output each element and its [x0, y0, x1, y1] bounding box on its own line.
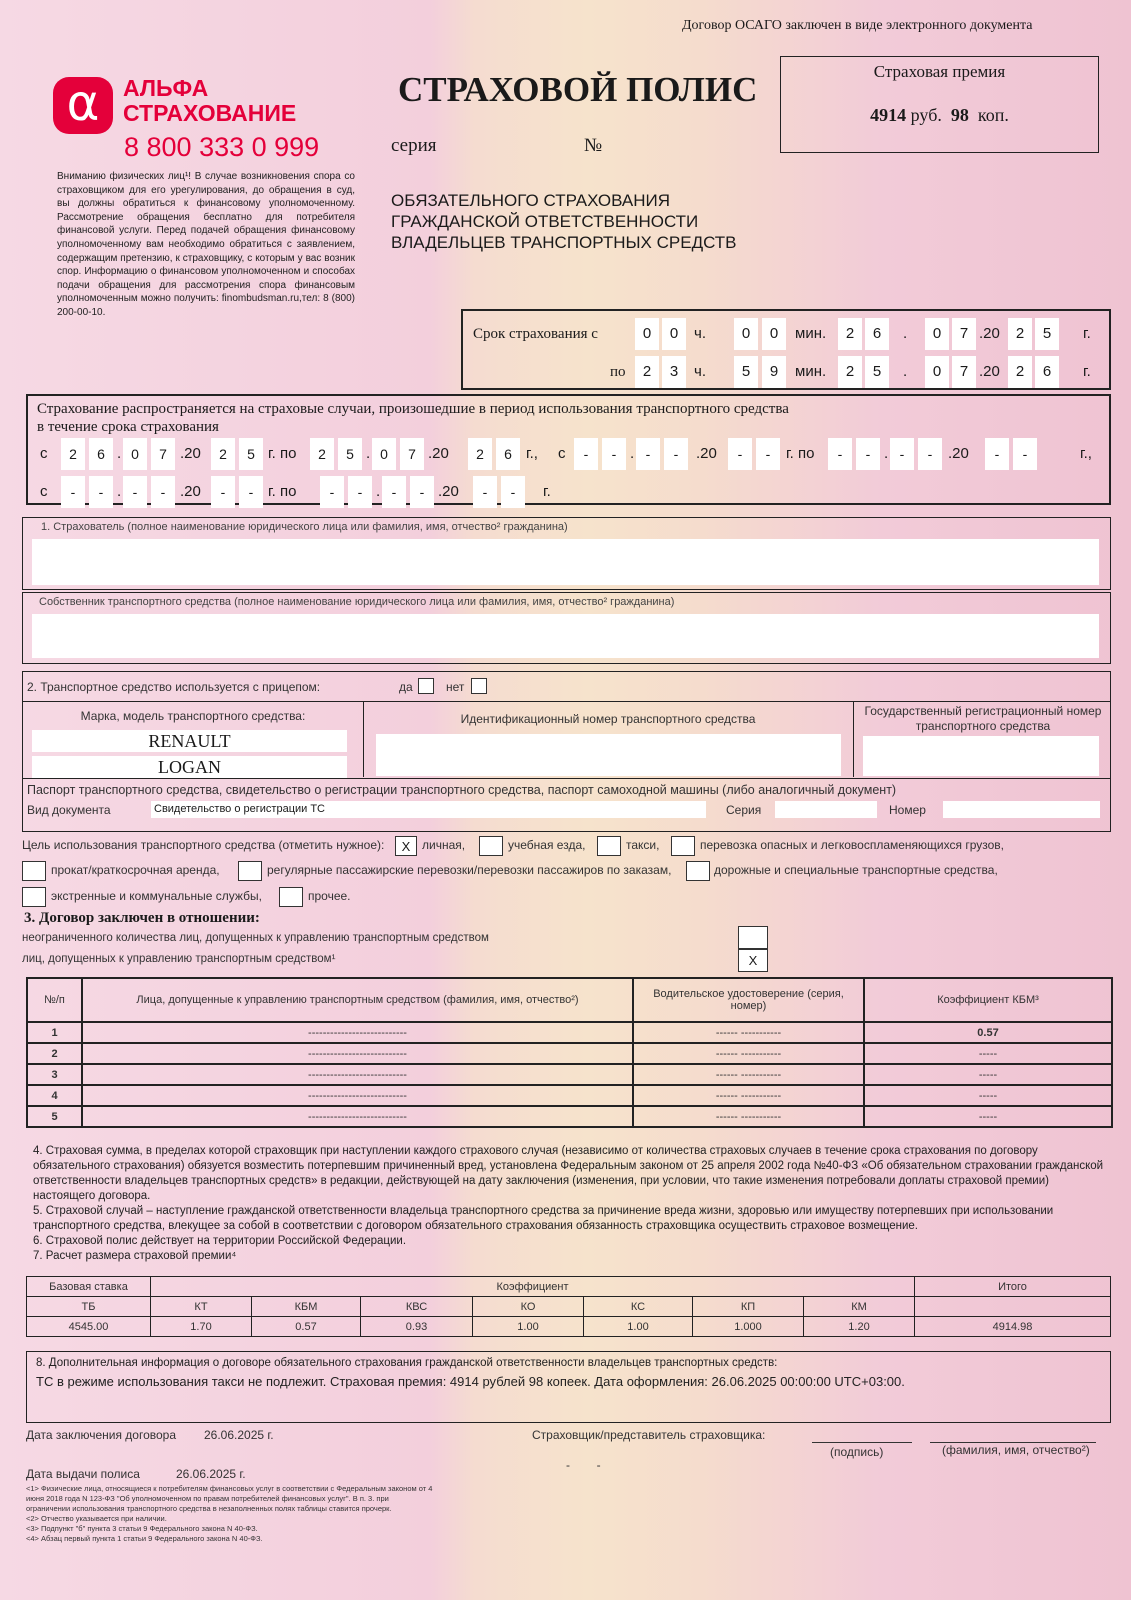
- usage-period-title: [37, 400, 789, 436]
- doc-type-label: Вид документа: [27, 803, 111, 817]
- digit-cell: 5: [1035, 318, 1059, 350]
- usage-period-title-line1: Страхование распространяется на страховые случаи, произошедшие в период использования транспортного средства: [37, 401, 789, 417]
- hour-label: ч.: [694, 363, 706, 380]
- clause-5: 5. Страховой случай – наступление гражданской ответственности владельца транспортного средства за причинение вреда жизни, здоровью или имуществу потерпевших при использовании транспортного средства, влекущее за собой в соответствии с договором обязательного страхования обязанность страховщика осуществить страховое возмещение.: [33, 1205, 1054, 1232]
- subtitle-line: ОБЯЗАТЕЛЬНОГО СТРАХОВАНИЯ: [391, 191, 670, 210]
- date-cell: -: [239, 476, 263, 508]
- digit-cell: 6: [1035, 356, 1059, 388]
- premium-rub-label: руб.: [910, 105, 942, 125]
- digit-cell: 0: [925, 318, 949, 350]
- premium-kop: 98: [950, 105, 969, 125]
- year-suffix: г.: [1083, 363, 1091, 380]
- date-cell: -: [1013, 438, 1037, 470]
- date-cell: -: [320, 476, 344, 508]
- date-cell: -: [151, 476, 175, 508]
- date-cell: 5: [239, 438, 263, 470]
- vehicle-box: [22, 671, 1111, 832]
- purpose-option-label: экстренные и коммунальные службы,: [51, 889, 262, 903]
- vehicle-model: LOGAN: [32, 756, 347, 778]
- date-cell: 6: [496, 438, 520, 470]
- subtitle-line: ГРАЖДАНСКОЙ ОТВЕТСТВЕННОСТИ: [391, 212, 699, 231]
- dot-sep: .: [903, 363, 908, 380]
- digit-cell: 0: [662, 318, 686, 350]
- date-cell: -: [473, 476, 497, 508]
- date-cell: -: [602, 438, 626, 470]
- purpose-rental-checkbox: [22, 861, 46, 881]
- ombudsman-notice: Вниманию физических лиц¹! В случае возникновения спора со страховщиком для его урегулирования, до обращения в суд, вы должны обратиться к финансовому уполномоченному. Рассмотрение обращения бесплатно для потребителя финансовой услуги. Перед подачей обращения финансовому уполномоченному вам необходимо обратиться с заявлением, содержащим претензию, к страховщику, с которым у вас возник спор. Информацию о финансовом уполномоченном и способах подачи обращения для рассмотрения спора финансовым уполномоченным можно получить: finombudsman.ru,тел: 8 (800) 200-00-10.: [57, 171, 355, 318]
- col-label: ТБ: [27, 1297, 151, 1317]
- driver-name: ---------------------------: [82, 1043, 633, 1064]
- driver-kbm: -----: [864, 1043, 1112, 1064]
- trailer-yes-label: да: [399, 680, 413, 694]
- drivers-table: [26, 977, 1113, 1128]
- doc-type-field: Свидетельство о регистрации ТС: [151, 801, 706, 818]
- date-cell: 5: [338, 438, 362, 470]
- premium-box: [780, 56, 1099, 153]
- policy-clauses: [33, 1144, 1108, 1264]
- date-sep: г. по: [268, 483, 297, 500]
- base-rate-header: Базовая ставка: [27, 1277, 151, 1297]
- purpose-dangerous-cargo-checkbox: [671, 836, 695, 856]
- digit-cell: 6: [865, 318, 889, 350]
- date-sep: .20: [438, 483, 459, 500]
- minute-label: мин.: [795, 325, 827, 342]
- date-cell: 7: [400, 438, 424, 470]
- driver-kbm: -----: [864, 1085, 1112, 1106]
- premium-kop-label: коп.: [977, 105, 1009, 125]
- footnote: <2> Отчество указывается при наличии.: [26, 1514, 167, 1523]
- divider: [23, 701, 1110, 702]
- driver-license: ------ -----------: [633, 1064, 864, 1085]
- logo-alpha-icon: α: [53, 77, 113, 134]
- contract-option-unlimited: неограниченного количества лиц, допущенных к управлению транспортным средством: [22, 932, 489, 944]
- calc-value: 1.00: [473, 1317, 584, 1337]
- doc-series-label: Серия: [726, 803, 762, 817]
- footnote: <1> Физические лица, относящиеся к потребителям финансовых услуг в соответствии с Федеральным законом от 4: [26, 1484, 433, 1493]
- make-label: Марка, модель транспортного средства:: [80, 709, 306, 723]
- dot-sep: .: [903, 325, 908, 342]
- date-cell: -: [985, 438, 1009, 470]
- purpose-option-label: такси,: [626, 838, 660, 852]
- premium-amount: [781, 105, 1098, 126]
- brand-phone: 8 800 333 0 999: [124, 132, 320, 162]
- owner-field: [32, 614, 1099, 658]
- hour-label: ч.: [694, 325, 706, 342]
- digit-cell: 7: [952, 356, 976, 388]
- date-cell: 2: [310, 438, 334, 470]
- date-cell: -: [123, 476, 147, 508]
- purpose-option-label: личная,: [422, 838, 466, 852]
- unlimited-drivers-checkbox: [738, 926, 768, 949]
- driver-kbm: -----: [864, 1106, 1112, 1127]
- col-header: №/п: [27, 978, 82, 1022]
- digit-cell: 0: [635, 318, 659, 350]
- contract-option-limited: лиц, допущенных к управлению транспортным средством¹: [22, 953, 336, 965]
- date-cell: -: [918, 438, 942, 470]
- date-sep: г. по: [268, 445, 297, 462]
- col-label: КВС: [361, 1297, 473, 1317]
- digit-cell: 9: [762, 356, 786, 388]
- footnote: ограничении использования транспортного средства в незаполненных полях таблицы ставится прочерк.: [26, 1504, 392, 1513]
- digit-cell: 3: [662, 356, 686, 388]
- date-cell: -: [382, 476, 406, 508]
- coefficient-header: Коэффициент: [151, 1277, 915, 1297]
- date-sep: с: [558, 445, 566, 462]
- term-from-row: [463, 318, 1113, 350]
- purpose-other-checkbox: [279, 887, 303, 907]
- calc-value: 4545.00: [27, 1317, 151, 1337]
- col-label: КБМ: [252, 1297, 361, 1317]
- contract-date: 26.06.2025 г.: [204, 1428, 274, 1442]
- insurer-box: [22, 517, 1111, 590]
- divider: [23, 778, 1110, 779]
- policy-title: СТРАХОВОЙ ПОЛИС: [398, 70, 758, 109]
- term-to-label: по: [610, 364, 626, 380]
- date-sep: .: [884, 445, 889, 462]
- date-sep: .: [376, 483, 381, 500]
- purpose-option-label: дорожные и специальные транспортные средства,: [714, 863, 998, 877]
- owner-box: [22, 592, 1111, 664]
- date-cell: 2: [211, 438, 235, 470]
- purpose-training-checkbox: [479, 836, 503, 856]
- purpose-personal-checkbox: X: [395, 836, 417, 856]
- date-sep: г. по: [786, 445, 815, 462]
- fio-label: (фамилия, имя, отчество²): [942, 1443, 1090, 1457]
- insurer-field: [32, 539, 1099, 585]
- term-to-row: [463, 356, 1113, 388]
- insurance-term-box: [461, 309, 1111, 390]
- digit-cell: 7: [952, 318, 976, 350]
- term-from-label: Срок страхования с: [473, 326, 598, 342]
- table-row: [27, 1085, 1112, 1106]
- date-sep: с: [40, 483, 48, 500]
- digit-cell: 0: [762, 318, 786, 350]
- date-cell: -: [410, 476, 434, 508]
- reg-number-field: [863, 736, 1099, 776]
- calc-cols-row: [27, 1297, 1111, 1317]
- trailer-no-checkbox: [471, 678, 487, 694]
- contract-date-label: Дата заключения договора: [26, 1428, 177, 1442]
- vehicle-doc-header: Паспорт транспортного средства, свидетельство о регистрации транспортного средства, паспорт самоходной машины (либо аналогичный документ): [27, 783, 897, 797]
- purpose-emergency-checkbox: [22, 887, 46, 907]
- brand-name-line2: СТРАХОВАНИЕ: [123, 100, 297, 126]
- insurer-label: 1. Страхователь (полное наименование юридического лица или фамилия, имя, отчество² гражданина): [41, 521, 568, 533]
- date-sep: .20: [180, 445, 201, 462]
- signature-dashes: - -: [566, 1458, 601, 1472]
- calc-value: 1.00: [584, 1317, 693, 1337]
- date-sep: .20: [180, 483, 201, 500]
- date-cell: 2: [61, 438, 85, 470]
- col-label: КС: [584, 1297, 693, 1317]
- date-sep: .20: [428, 445, 449, 462]
- purpose-option-label: прокат/краткосрочная аренда,: [51, 863, 220, 877]
- driver-license: ------ -----------: [633, 1085, 864, 1106]
- date-cell: -: [828, 438, 852, 470]
- calc-value: 1.000: [693, 1317, 804, 1337]
- col-label: КО: [473, 1297, 584, 1317]
- brand-name-line1: АЛЬФА: [123, 75, 209, 101]
- footnote: <3> Подпункт "б" пункта 3 статьи 9 Федерального закона N 40-ФЗ.: [26, 1524, 258, 1533]
- date-cell: 0: [372, 438, 396, 470]
- digit-cell: 0: [925, 356, 949, 388]
- driver-name: ---------------------------: [82, 1064, 633, 1085]
- col-label: КП: [693, 1297, 804, 1317]
- doc-series-field: [775, 801, 877, 818]
- doc-number-label: Номер: [889, 803, 926, 817]
- driver-license: ------ -----------: [633, 1043, 864, 1064]
- date-cell: 6: [89, 438, 113, 470]
- vin-field: [376, 734, 841, 776]
- row-number: 4: [27, 1085, 82, 1106]
- doc-number-field: [943, 801, 1100, 818]
- issue-date: 26.06.2025 г.: [176, 1467, 246, 1481]
- col-header: Водительское удостоверение (серия, номер): [633, 978, 864, 1022]
- driver-kbm: 0.57: [864, 1022, 1112, 1043]
- row-number: 1: [27, 1022, 82, 1043]
- row-number: 2: [27, 1043, 82, 1064]
- driver-kbm: -----: [864, 1064, 1112, 1085]
- trailer-no-label: нет: [446, 680, 465, 694]
- footnotes: [26, 1484, 432, 1544]
- purpose-passenger-checkbox: [238, 861, 262, 881]
- footnote: июня 2018 года N 123-ФЗ "Об уполномоченном по правам потребителей финансовых услуг". В п. 3. при: [26, 1494, 389, 1503]
- premium-calc-table: [26, 1276, 1111, 1337]
- table-row: [27, 1064, 1112, 1085]
- date-cell: -: [664, 438, 688, 470]
- date-cell: 0: [123, 438, 147, 470]
- drivers-header-row: [27, 978, 1112, 1022]
- driver-name: ---------------------------: [82, 1085, 633, 1106]
- date-cell: -: [856, 438, 880, 470]
- owner-label: Собственник транспортного средства (полное наименование юридического лица или фамилия, имя, отчество² гражданина): [39, 596, 675, 608]
- date-cell: -: [574, 438, 598, 470]
- policy-subtitle: [391, 190, 737, 253]
- usage-period-row: [28, 438, 1113, 470]
- date-cell: -: [348, 476, 372, 508]
- clause-4: 4. Страховая сумма, в пределах которой страховщик при наступлении каждого страхового случая (независимо от количества страховых случаев в течение срока страхования по договору обязательного страхования) обязуется возместить потерпевшим причиненный вред, установлена Федеральным законом от 25 апреля 2002 года №40-ФЗ «Об обязательном страховании гражданской ответственности владельцев транспортных средств» в редакции, действующей на дату заключения (изменения, при условии, что такие изменения потребовали доплаты страховой премии) настоящего договора.: [33, 1145, 1104, 1202]
- divider: [853, 701, 854, 777]
- driver-name: ---------------------------: [82, 1106, 633, 1127]
- vin-label: Идентификационный номер транспортного средства: [460, 712, 756, 726]
- col-label: КМ: [804, 1297, 915, 1317]
- digit-cell: 2: [635, 356, 659, 388]
- extra-info-label: 8. Дополнительная информация о договоре обязательного страхования гражданской ответственности владельцев транспортных средств:: [36, 1357, 778, 1369]
- driver-name: ---------------------------: [82, 1022, 633, 1043]
- series-label: серия: [391, 135, 437, 156]
- clause-7: 7. Расчет размера страховой премии⁴: [33, 1250, 237, 1262]
- purpose-option-label: регулярные пассажирские перевозки/перевозки пассажиров по заказам,: [267, 863, 672, 877]
- date-sep: .: [366, 445, 371, 462]
- digit-cell: 2: [838, 318, 862, 350]
- calc-values-row: [27, 1317, 1111, 1337]
- minute-label: мин.: [795, 363, 827, 380]
- table-row: [27, 1022, 1112, 1043]
- purpose-option-label: учебная езда,: [508, 838, 586, 852]
- date-cell: -: [728, 438, 752, 470]
- driver-license: ------ -----------: [633, 1022, 864, 1043]
- date-sep: .20: [948, 445, 969, 462]
- row-number: 3: [27, 1064, 82, 1085]
- date-sep: г.,: [526, 445, 538, 462]
- clause-6: 6. Страховой полис действует на территории Российской Федерации.: [33, 1235, 407, 1247]
- table-row: [27, 1043, 1112, 1064]
- date-cell: -: [61, 476, 85, 508]
- vehicle-make: RENAULT: [32, 730, 347, 752]
- number-label: №: [584, 135, 603, 156]
- calc-value: 0.57: [252, 1317, 361, 1337]
- col-header: Лица, допущенные к управлению транспортным средством (фамилия, имя, отчество²): [82, 978, 633, 1022]
- usage-period-row: [28, 476, 1113, 508]
- extra-info-box: [26, 1351, 1111, 1423]
- date-cell: -: [756, 438, 780, 470]
- signature-line: [812, 1442, 912, 1443]
- date-cell: 2: [468, 438, 492, 470]
- trailer-yes-checkbox: [418, 678, 434, 694]
- digit-cell: 5: [734, 356, 758, 388]
- reg-number-label: Государственный регистрационный номер транспортного средства: [864, 704, 1102, 733]
- row-number: 5: [27, 1106, 82, 1127]
- date-sep: г.: [543, 483, 551, 500]
- date-sep: .20: [696, 445, 717, 462]
- year-prefix: .20: [979, 325, 1000, 342]
- premium-label: Страховая премия: [873, 62, 1006, 81]
- calc-value: 1.70: [151, 1317, 252, 1337]
- purpose-road-special-checkbox: [686, 861, 710, 881]
- digit-cell: 2: [838, 356, 862, 388]
- limited-drivers-checkbox: X: [738, 949, 768, 972]
- digit-cell: 0: [734, 318, 758, 350]
- calc-value: 1.20: [804, 1317, 915, 1337]
- calc-value: 0.93: [361, 1317, 473, 1337]
- date-sep: .: [630, 445, 635, 462]
- date-cell: -: [501, 476, 525, 508]
- col-label: [915, 1297, 1111, 1317]
- extra-info-text: ТС в режиме использования такси не подлежит. Страховая премия: 4914 рублей 98 копеек. Дата оформления: 26.06.2025 00:00:00 UTC+03:00.: [36, 1374, 905, 1389]
- purpose-option-label: перевозка опасных и легковоспламеняющихся грузов,: [700, 838, 1004, 852]
- date-cell: -: [636, 438, 660, 470]
- date-sep: .: [117, 445, 122, 462]
- calc-total: 4914.98: [915, 1317, 1111, 1337]
- date-sep: г.,: [1080, 445, 1092, 462]
- usage-period-title-line2: в течение срока страхования: [37, 419, 219, 435]
- year-prefix: .20: [979, 363, 1000, 380]
- contract-heading: 3. Договор заключен в отношении:: [24, 910, 260, 926]
- purpose-option-label: прочее.: [308, 889, 351, 903]
- date-cell: -: [89, 476, 113, 508]
- premium-rub: 4914: [870, 105, 907, 125]
- date-cell: 7: [151, 438, 175, 470]
- footnote: <4> Абзац первый пункта 1 статьи 9 Федерального закона N 40-ФЗ.: [26, 1534, 263, 1543]
- date-sep: с: [40, 445, 48, 462]
- subtitle-line: ВЛАДЕЛЬЦЕВ ТРАНСПОРТНЫХ СРЕДСТВ: [391, 233, 737, 252]
- issue-date-label: Дата выдачи полиса: [26, 1467, 140, 1481]
- date-cell: -: [211, 476, 235, 508]
- table-row: [27, 1106, 1112, 1127]
- date-cell: -: [890, 438, 914, 470]
- col-label: КТ: [151, 1297, 252, 1317]
- digit-cell: 2: [1008, 356, 1032, 388]
- trailer-label: 2. Транспортное средство используется с прицепом:: [27, 680, 321, 694]
- driver-license: ------ -----------: [633, 1106, 864, 1127]
- signature-label: (подпись): [830, 1445, 884, 1459]
- calc-header-row: [27, 1277, 1111, 1297]
- digit-cell: 5: [865, 356, 889, 388]
- purpose-label: Цель использования транспортного средства (отметить нужное):: [22, 838, 385, 852]
- digit-cell: 2: [1008, 318, 1032, 350]
- year-suffix: г.: [1083, 325, 1091, 342]
- date-sep: .: [117, 483, 122, 500]
- electronic-contract-note: Договор ОСАГО заключен в виде электронного документа: [682, 18, 1033, 33]
- usage-period-box: [26, 394, 1111, 505]
- col-header: Коэффициент КБМ³: [864, 978, 1112, 1022]
- total-header: Итого: [915, 1277, 1111, 1297]
- purpose-taxi-checkbox: [597, 836, 621, 856]
- insurer-rep-label: Страховщик/представитель страховщика:: [532, 1428, 766, 1442]
